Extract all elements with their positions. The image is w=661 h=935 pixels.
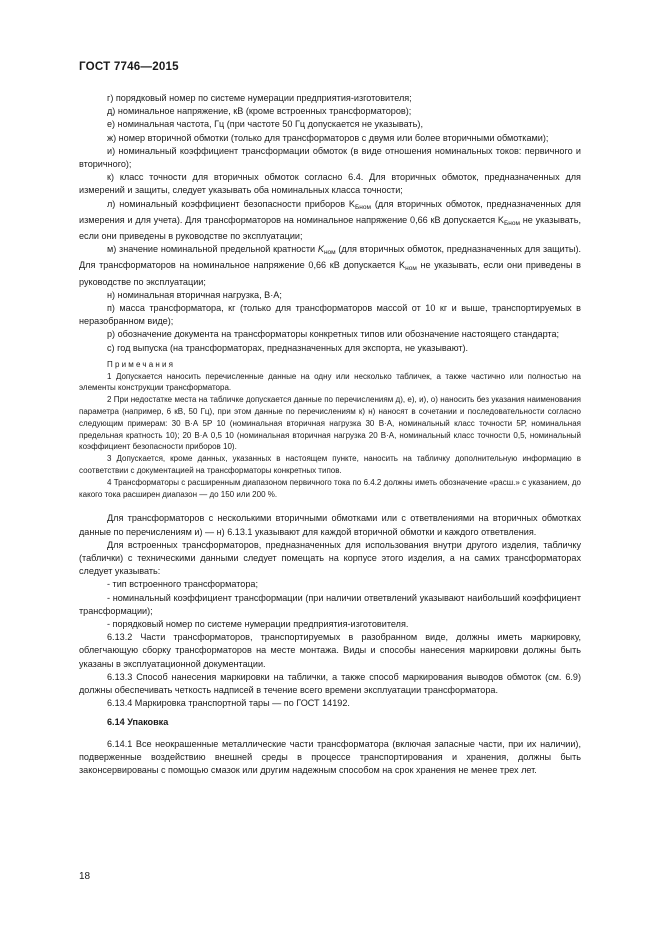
document-body bbox=[79, 92, 581, 777]
list-item-m-sub-b: ном bbox=[405, 265, 417, 273]
page-number: 18 bbox=[79, 871, 91, 882]
list-item-l-text-c: не указывать, если они приведены в руководстве по эксплуатации; bbox=[79, 214, 581, 242]
dash-item-ratio: - номинальный коэффициент трансформации (при наличии ответвлений указывают наибольший коэффициент трансформации); bbox=[79, 592, 581, 616]
list-item-m-text-a: м) значение номинальной предельной кратности bbox=[107, 244, 318, 255]
list-item-l-text-b: (для вторичных обмоток, предназначенных для измерения и для учета). Для трансформаторов на номинальное напряжение 0,66 кВ допускается K bbox=[79, 198, 581, 225]
list-item-k: к) класс точности для вторичных обмоток согласно 6.4. Для вторичных обмоток, предназначенных для измерений и защиты, следует указывать оба номинальных класса точности; bbox=[79, 172, 581, 196]
list-item-i: и) номинальный коэффициент трансформации обмоток (в виде отношения номинальных токов: первичного и вторичного); bbox=[79, 145, 581, 170]
list-item-p: п) масса трансформатора, кг (только для трансформаторов массой от 10 кг и выше, транспортируемых в неразобранном виде); bbox=[79, 303, 581, 327]
clause-6-13-4: 6.13.4 Маркировка транспортной тары — по ГОСТ 14192. bbox=[107, 698, 350, 709]
list-item-m-sub-a: ном bbox=[323, 249, 336, 257]
list-item-g: г) порядковый номер по системе нумерации предприятия-изготовителя; bbox=[107, 93, 412, 103]
clause-6-13-3: 6.13.3 Способ нанесения маркировки на таблички, а также способ маркирования выводов обмоток (см. 6.9) должны обеспечивать четкость надписей в течение всего времени эксплуатации трансформатора. bbox=[79, 671, 581, 696]
list-item-m bbox=[79, 243, 581, 289]
list-item-zh: ж) номер вторичной обмотки (только для трансформаторов с двумя или более вторичными обмотками); bbox=[107, 132, 549, 143]
document-header: ГОСТ 7746—2015 bbox=[79, 60, 179, 73]
list-item-l-sub-a: Бном bbox=[355, 203, 371, 211]
list-item-l bbox=[79, 198, 581, 244]
list-item-e: е) номинальная частота, Гц (при частоте 50 Гц допускается не указывать), bbox=[107, 119, 423, 130]
list-item-r: р) обозначение документа на трансформаторы конкретных типов или обозначение настоящего стандарта; bbox=[107, 329, 560, 340]
notes-title: Примечания bbox=[107, 359, 176, 369]
note-2: 2 При недостатке места на табличке допускается данные по перечислениям д), е), и), о) наносить без указания наименования параметра (например, 6 кВ, 50 Гц), при этом данные по перечислениям к) н) наносят в сочетании и последовательности согласно следующим примерам: 30 В·А 5Р 10 (номинальная вторичная нагрузка 30 В·А, номинальный класс точности 5Р, номинальная предельная кратность 10); 20 В·А 0,5 10 (номинальная вторичная нагрузка 20 В·А, номинальный класс точности 0,5, номинальный коэффициент безопасности приборов 10). bbox=[79, 395, 581, 452]
list-item-m-text-b: (для вторичных обмоток, предназначенных для защиты). Для трансформаторов на номинальное напряжение 0,66 кВ допускается K bbox=[79, 244, 581, 271]
list-item-l-sub-b: Бном bbox=[503, 219, 520, 227]
list-item-l-text-a: л) номинальный коэффициент безопасности приборов K bbox=[107, 198, 355, 209]
clause-6-14-1: 6.14.1 Все неокрашенные металлические части трансформатора (включая запасные части, при их наличии), подверженные воздействию внешней среды в процессе транспортирования и хранения, должны быть законсервированы с помощью смазок или другим надежным способом на срок хранения не менее трех лет. bbox=[79, 738, 581, 776]
notes-block bbox=[79, 359, 581, 501]
clause-6-13-2: 6.13.2 Части трансформаторов, транспортируемых в разобранном виде, должны иметь маркировку, облегчающую сборку трансформаторов на месте монтажа. Виды и способы нанесения маркировки должны быть указаны в эксплуатационной документации. bbox=[79, 632, 581, 669]
note-3: 3 Допускается, кроме данных, указанных в настоящем пункте, наносить на табличку дополнительную информацию в соответствии с документацией на трансформаторы конкретных типов. bbox=[79, 454, 581, 476]
note-4: 4 Трансформаторы с расширенным диапазоном первичного тока по 6.4.2 должны иметь обозначение «расш.» с указанием, до какого тока расширен диапазон — до 150 или 200 %. bbox=[79, 477, 581, 499]
note-1: 1 Допускается наносить перечисленные данные на одну или несколько табличек, а также частично или полностью на элементы конструкции трансформатора. bbox=[79, 371, 581, 393]
dash-item-type: - тип встроенного трансформатора; bbox=[107, 579, 258, 590]
section-title-packaging: 6.14 Упаковка bbox=[107, 717, 169, 728]
list-item-n: н) номинальная вторичная нагрузка, В·А; bbox=[107, 289, 282, 300]
list-item-m-text-c: не указывать, если они приведены в руководстве по эксплуатации; bbox=[79, 260, 581, 287]
paragraph-built-in: Для встроенных трансформаторов, предназначенных для использования внутри другого изделия, табличку (таблички) с техническими данными следует помещать на корпусе этого изделия, а на самих трансформаторах следует указывать: bbox=[79, 539, 581, 577]
list-item-d: д) номинальное напряжение, кВ (кроме встроенных трансформаторов); bbox=[107, 106, 412, 117]
dash-item-serial: - порядковый номер по системе нумерации предприятия-изготовителя. bbox=[107, 619, 409, 630]
list-item-s: с) год выпуска (на трансформаторах, предназначенных для экспорта, не указывают). bbox=[107, 342, 469, 353]
list-item-m-k: K bbox=[317, 244, 324, 255]
paragraph-multiple-windings: Для трансформаторов с несколькими вторичными обмотками или с ответвлениями на вторичных обмотках данные по перечислениям и) — н) 6.13.1 указывают для каждой вторичной обмотки и каждого ответвления. bbox=[79, 513, 581, 537]
